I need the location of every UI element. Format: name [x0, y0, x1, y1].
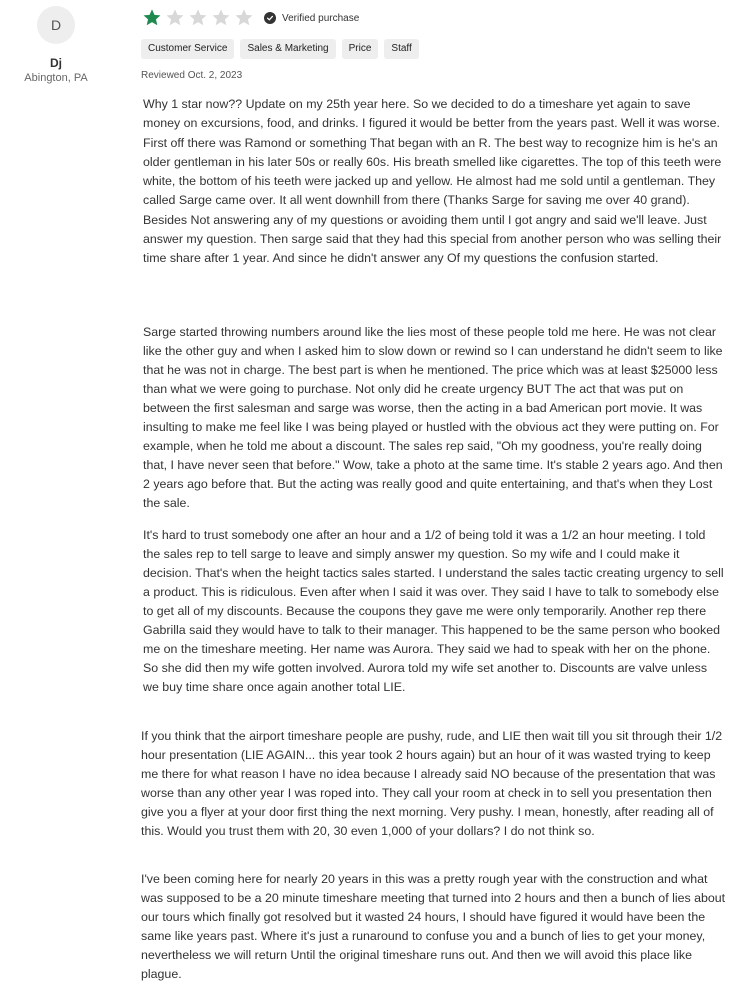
rating-row	[141, 7, 726, 29]
star-icon	[164, 7, 186, 29]
review-paragraph: Why 1 star now?? Update on my 25th year here. So we decided to do a timeshare yet again to save money on excursions, food, and drinks. I figured it would be better from the years past. Well it was worse. First off there was Ramond or something That began with an R. The best way to recognize him is he's an older gentleman in his later 50s or really 60s. His breath smelled like cigarettes. The top of this teeth were white, the bottom of his teeth were jacked up and yellow. He almost had me sold until a gentleman. They called Sarge came over. It all went downhill from there (Thanks Sarge for saving me over 40 grand). Besides Not answering any of my questions or avoiding them until I got angry and said we'll leave. Just answer my question. Then sarge said that they had this special from another person who was selling their time share after 1 year. And since he didn't answer any Of my questions the confusion started.	[143, 97, 722, 266]
review-paragraph: I've been coming here for nearly 20 years in this was a pretty rough year with the construction and what was supposed to be a 20 minute timeshare meeting that turned into 2 hours and then a bunch of lies about our tours which finally got resolved but it wasted 24 hours, I should have figured it would have been the same like years past. Where it's just a runaround to confuse you and a bunch of lies to get your money, nevertheless we will return Until the original timeshare runs out. And then we will avoid this place like plague.	[141, 872, 726, 981]
star-icon	[187, 7, 209, 29]
tag-sales-marketing[interactable]: Sales & Marketing	[240, 39, 335, 59]
avatar[interactable]: D	[37, 6, 75, 44]
review-paragraph: Sarge started throwing numbers around like the lies most of these people told me here. He was not clear like the other guy and when I asked him to slow down or rewind so I can understand he didn't seem to like that he was not in charge. The best part is when he mentioned. The price which was at least $25000 less than what we were going to purchase. Not only did he create urgency BUT The act that was put on between the first salesman and sarge was worse, then the acting in a bad American port movie. It was insulting to make me feel like I was being played or hustled with the obvious act they were putting on. For example, when he told me about a discount. The sales rep said, "Oh my goodness, you're really doing that, I have never seen that before." Wow, take a photo at the same time. It's stable 2 years ago. And then 2 years ago before that. But the acting was really good and quite entertaining, and that's when they Lost the sale.	[143, 325, 723, 510]
check-circle-icon	[264, 12, 276, 24]
tag-staff[interactable]: Staff	[384, 39, 418, 59]
star-icon	[233, 7, 255, 29]
verified-badge	[264, 12, 359, 24]
reviewed-date: Reviewed Oct. 2, 2023	[141, 70, 243, 81]
star-icon	[141, 7, 163, 29]
tag-customer-service[interactable]: Customer Service	[141, 39, 234, 59]
verified-label: Verified purchase	[282, 12, 360, 24]
review-paragraph: It's hard to trust somebody one after an hour and a 1/2 of being told it was a 1/2 an hour meeting. I told the sales rep to tell sarge to leave and simply answer my question. So my wife and I could make it decision. That's when the height tactics sales started. I understand the sales tactic creating urgency to sell a product. This is ridiculous. Even after when I said it was over. They said I have to talk to somebody else to get all of my discounts. Because the coupons they gave me were only temporarily. Another rep there Gabrilla said they would have to talk to their manager. This happened to be the same person who booked me on the timeshare meeting. Her name was Aurora. They said we had to speak with her on the phone. So she did then my wife gotten involved. Aurora told my wife set another to. Discounts are valve unless we buy time share once again another total LIE.	[143, 528, 724, 694]
tag-price[interactable]: Price	[342, 39, 379, 59]
star-rating	[141, 7, 256, 29]
review-author	[0, 6, 112, 84]
author-location: Abington, PA	[24, 72, 88, 84]
author-name[interactable]: Dj	[50, 56, 62, 70]
star-icon	[210, 7, 232, 29]
review-paragraph: If you think that the airport timeshare people are pushy, rude, and LIE then wait till you sit through their 1/2 hour presentation (LIE AGAIN... this year took 2 hours again) but an hour of it was wasted trying to keep me there for what reason I have no idea because I already said NO because of the presentation that was worse than any other year I was roped into. They call your room at check in to sell you presentation then give you a flyer at your door first thing the next morning. Very pushy. I mean, honestly, after reading all of this. Would you trust them with 20, 30 even 1,000 of your dollars? I do not think so.	[141, 729, 723, 838]
review-tags	[141, 39, 726, 59]
review-header	[141, 7, 726, 81]
